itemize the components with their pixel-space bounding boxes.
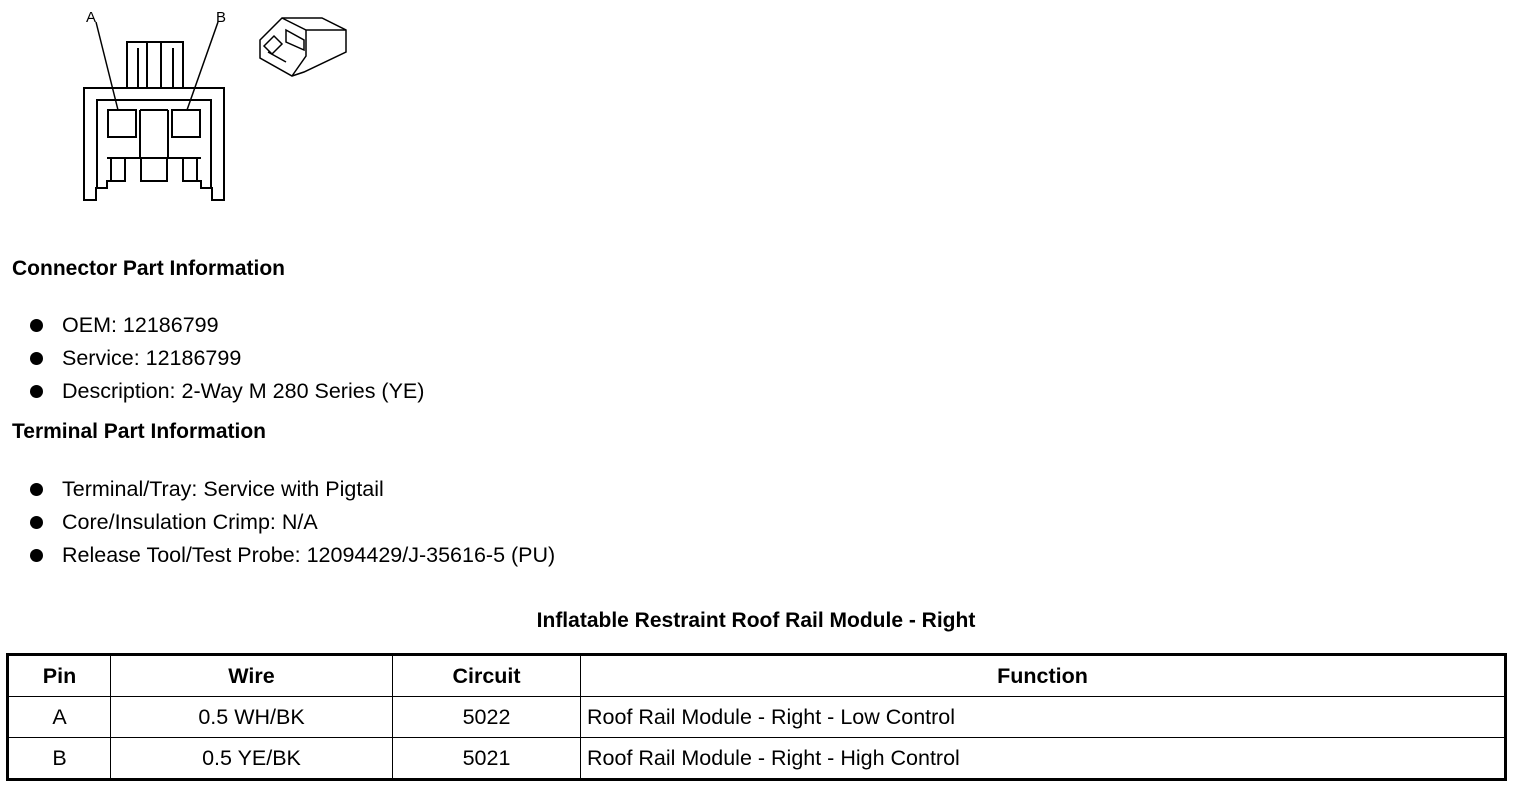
list-item	[30, 509, 555, 542]
terminal-part-info-list	[30, 476, 555, 575]
bullet-icon	[30, 352, 43, 365]
pin-cell: A	[8, 697, 111, 738]
list-item	[30, 312, 424, 345]
pinout-table	[6, 653, 1507, 781]
list-item	[30, 476, 555, 509]
list-item	[30, 378, 424, 411]
bullet-icon	[30, 319, 43, 332]
circuit-cell: 5022	[393, 697, 581, 738]
connector-oem-text: OEM: 12186799	[62, 313, 219, 337]
bullet-icon	[30, 385, 43, 398]
crimp-text: Core/Insulation Crimp: N/A	[62, 510, 318, 534]
connector-isometric-icon	[260, 18, 346, 76]
function-cell: Roof Rail Module - Right - Low Control	[581, 697, 1506, 738]
column-header-wire: Wire	[111, 655, 393, 697]
bullet-icon	[30, 483, 43, 496]
list-item	[30, 345, 424, 378]
table-row	[8, 738, 1506, 780]
connector-diagram	[60, 0, 370, 215]
pin-cell: B	[8, 738, 111, 780]
wire-cell: 0.5 YE/BK	[111, 738, 393, 780]
table-title: Inflatable Restraint Roof Rail Module - Right	[536, 609, 976, 632]
column-header-pin: Pin	[8, 655, 111, 697]
wire-cell: 0.5 WH/BK	[111, 697, 393, 738]
connector-part-info-heading: Connector Part Information	[12, 257, 286, 280]
terminal-part-info-heading: Terminal Part Information	[12, 420, 266, 443]
pin-b-label: B	[216, 9, 227, 26]
pin-a-label: A	[86, 9, 97, 26]
connector-part-info-list	[30, 312, 424, 411]
function-cell: Roof Rail Module - Right - High Control	[581, 738, 1506, 780]
terminal-tray-text: Terminal/Tray: Service with Pigtail	[62, 477, 384, 501]
table-row	[8, 697, 1506, 738]
bullet-icon	[30, 516, 43, 529]
column-header-function: Function	[581, 655, 1506, 697]
list-item	[30, 542, 555, 575]
circuit-cell: 5021	[393, 738, 581, 780]
connector-face-drawing	[60, 0, 370, 215]
connector-service-text: Service: 12186799	[62, 346, 242, 370]
table-header-row	[8, 655, 1506, 697]
column-header-circuit: Circuit	[393, 655, 581, 697]
connector-description-text: Description: 2-Way M 280 Series (YE)	[62, 379, 425, 403]
bullet-icon	[30, 549, 43, 562]
release-tool-text: Release Tool/Test Probe: 12094429/J-35616-5 (PU)	[62, 543, 556, 567]
